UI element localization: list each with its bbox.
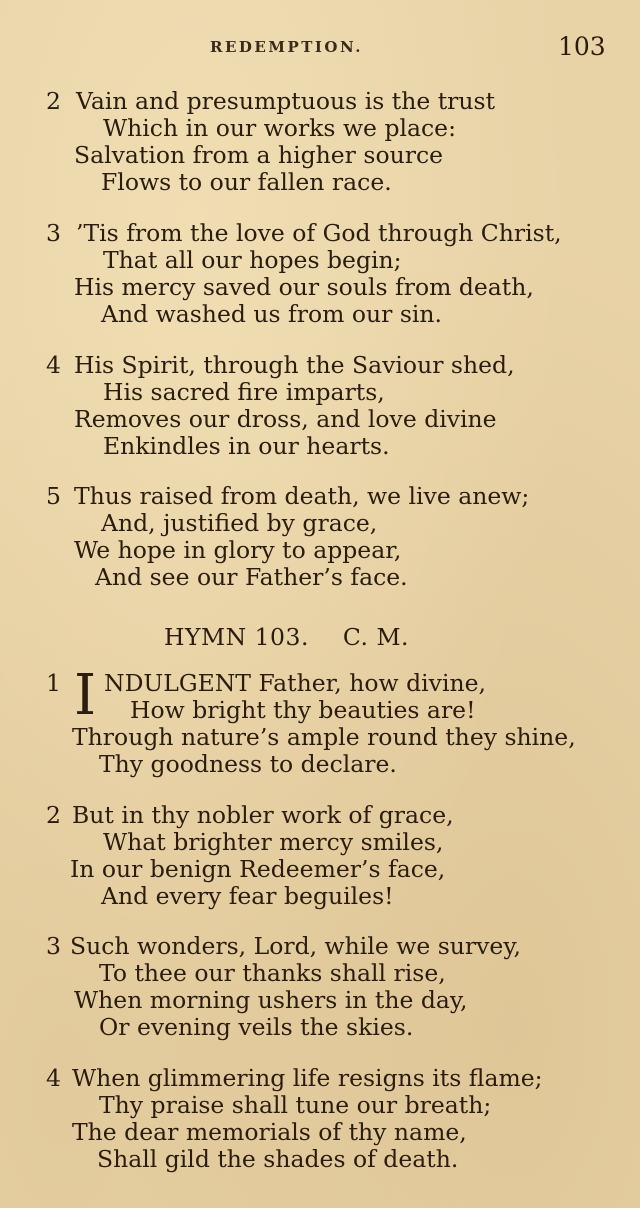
hymn-title: HYMN 103. [164,623,309,651]
hymn-line: How bright thy beauties are! [130,696,476,724]
hymn-line: ’Tis from the love of God through Christ, [76,219,562,247]
hymn-line: That all our hopes begin; [103,246,402,274]
hymn-heading [164,623,409,651]
stanza-number: 2 [46,801,61,829]
hymn-line: We hope in glory to appear, [74,536,402,564]
hymn-line: But in thy nobler work of grace, [72,801,454,829]
stanza-number: 4 [46,351,61,379]
hymn-line: And every fear beguiles! [101,882,394,910]
stanza-number: 4 [46,1064,61,1092]
hymn-line: To thee our thanks shall rise, [99,959,446,987]
hymn-line: His mercy saved our souls from death, [74,273,534,301]
stanza-number: 3 [46,932,61,960]
hymn-meter: C. M. [342,623,410,651]
hymn-line: The dear memorials of thy name, [72,1118,467,1146]
hymn-line: And, justified by grace, [101,509,378,537]
hymn-line: And see our Father’s face. [95,563,408,591]
hymn-line: His sacred fire imparts, [103,378,385,406]
hymn-line: NDULGENT Father, how divine, [104,669,486,697]
hymn-line: Salvation from a higher source [74,141,444,169]
hymn-line: What brighter mercy smiles, [103,828,444,856]
hymn-line: Thy goodness to declare. [99,750,397,778]
hymn-line: Through nature’s ample round they shine, [72,723,576,751]
hymn-line: Thy praise shall tune our breath; [99,1091,492,1119]
stanza-number: 3 [46,219,61,247]
stanza-number: 2 [46,87,61,115]
running-head: REDEMPTION. [210,38,363,56]
stanza-number: 1 [46,669,61,697]
hymn-line: Such wonders, Lord, while we survey, [70,932,521,960]
hymn-line: Or evening veils the skies. [99,1013,414,1041]
drop-cap: I [74,663,97,728]
hymn-line: Flows to our fallen race. [101,168,392,196]
hymn-line: Which in our works we place: [103,114,456,142]
hymn-line: In our benign Redeemer’s face, [70,855,446,883]
hymn-line: And washed us from our sin. [101,300,443,328]
page-number: 103 [558,32,606,61]
hymn-line: When glimmering life resigns its flame; [72,1064,543,1092]
hymn-line: Vain and presumptuous is the trust [76,87,496,115]
hymn-line: When morning ushers in the day, [74,986,468,1014]
hymn-line: Shall gild the shades of death. [97,1145,459,1173]
stanza-number: 5 [46,482,61,510]
hymn-line: Thus raised from death, we live anew; [74,482,530,510]
hymn-line: Removes our dross, and love divine [74,405,497,433]
hymn-line: Enkindles in our hearts. [103,432,390,460]
hymn-line: His Spirit, through the Saviour shed, [74,351,515,379]
